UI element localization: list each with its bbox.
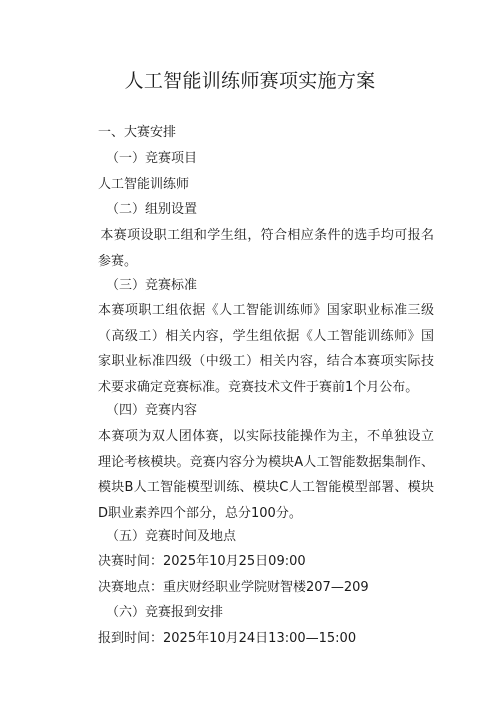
subheading-competition-item: （一）竞赛项目 — [106, 151, 198, 166]
competition-content-text: 本赛项为双人团体赛，以实际技能操作为主，不单独设立理论考核模块。竞赛内容分为模块A人工智能数据集制作、模块B人工智能模型训练、模块C人工智能模型部署、模块D职业素养四个部分，总分100分。 — [98, 429, 434, 521]
final-time-text: 决赛时间：2025年10月25日09:00 — [98, 554, 306, 569]
subheading-competition-standard: （三）竞赛标准 — [106, 278, 198, 293]
group-setting-paragraph — [98, 223, 434, 274]
final-place-text: 决赛地点：重庆财经职业学院财智楼207—209 — [98, 580, 369, 595]
subheading-checkin: （六）竞赛报到安排 — [106, 605, 224, 620]
document-title: 人工智能训练师赛项实施方案 — [124, 70, 376, 92]
subheading-group-setting: （二）组别设置 — [106, 202, 198, 217]
section-heading-arrangement: 一、大赛安排 — [98, 125, 177, 140]
competition-item-text: 人工智能训练师 — [98, 177, 190, 192]
competition-standard-text: 本赛项职工组依据《人工智能训练师》国家职业标准三级（高级工）相关内容，学生组依据《人工智能训练师》国家职业标准四级（中级工）相关内容，结合本赛项实际技术要求确定竞赛标准。竞赛技术文件于赛前1个月公布。 — [98, 303, 434, 395]
competition-content-paragraph — [98, 424, 434, 526]
subheading-time-place: （五）竞赛时间及地点 — [106, 529, 237, 544]
checkin-time-text: 报到时间：2025年10月24日13:00—15:00 — [98, 631, 357, 646]
group-setting-text: 本赛项设职工组和学生组，符合相应条件的选手均可报名参赛。 — [98, 228, 434, 269]
competition-standard-paragraph — [98, 298, 434, 400]
subheading-competition-content: （四）竞赛内容 — [106, 403, 198, 418]
